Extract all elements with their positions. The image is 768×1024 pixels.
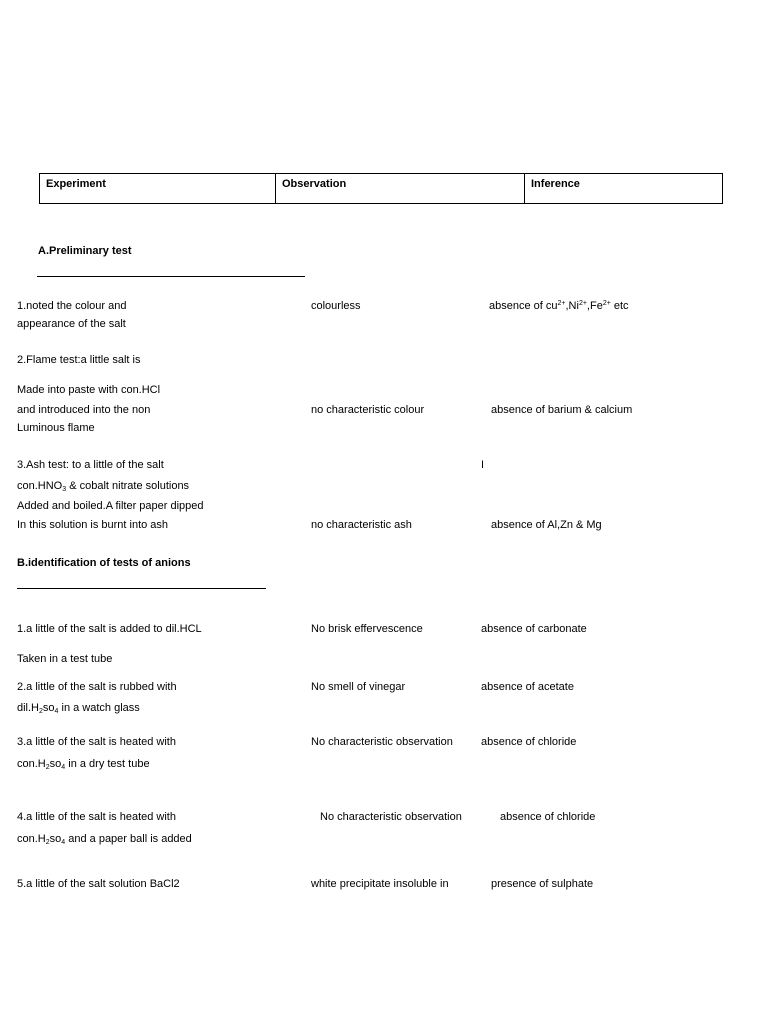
b1-observation: No brisk effervescence — [311, 623, 423, 635]
header-experiment: Experiment — [40, 174, 276, 204]
section-b-underline — [17, 588, 266, 589]
a3-experiment-line4: In this solution is burnt into ash — [17, 519, 169, 531]
b4-inference: absence of chloride — [500, 811, 596, 823]
a3-experiment-line3: Added and boiled.A filter paper dipped — [17, 500, 204, 512]
a2-experiment-line1: 2.Flame test:a little salt is — [17, 354, 141, 366]
b3-observation: No characteristic observation — [311, 736, 453, 748]
b3-experiment-line1: 3.a little of the salt is heated with — [17, 736, 176, 748]
header-observation: Observation — [276, 174, 525, 204]
b2-observation: No smell of vinegar — [311, 681, 406, 693]
section-b-title: B.identification of tests of anions — [17, 557, 191, 569]
a1-experiment-line2: appearance of the salt — [17, 318, 126, 330]
b1-experiment-line1: 1.a little of the salt is added to dil.HCL — [17, 623, 202, 635]
a3-experiment-line1: 3.Ash test: to a little of the salt — [17, 459, 164, 471]
header-table — [39, 173, 723, 204]
a2-experiment-line3: and introduced into the non — [17, 404, 151, 416]
b1-inference: absence of carbonate — [481, 623, 587, 635]
b2-experiment-line1: 2.a little of the salt is rubbed with — [17, 681, 177, 693]
b2-inference: absence of acetate — [481, 681, 574, 693]
b3-inference: absence of chloride — [481, 736, 577, 748]
a2-experiment-line2: Made into paste with con.HCl — [17, 384, 161, 396]
a2-experiment-line4: Luminous flame — [17, 422, 95, 434]
b1-experiment-line2: Taken in a test tube — [17, 653, 113, 665]
b3-experiment-line2: $con.H_2so_4$ in a dry test tube — [17, 758, 150, 771]
a3-experiment-line2: $con.HNO_3$ & cobalt nitrate solutions — [17, 480, 190, 493]
b4-experiment-line2: $con.H_2so_4$ and a paper ball is added — [17, 833, 192, 846]
b4-observation: No characteristic observation — [320, 811, 462, 823]
section-a-title: A.Preliminary test — [38, 245, 132, 257]
a1-inference: absence of $cu^{2+},Ni^{2+},Fe^{2+}$ etc — [489, 300, 629, 312]
header-inference: Inference — [525, 174, 723, 204]
b5-observation: white precipitate insoluble in — [311, 878, 449, 890]
section-a-underline — [37, 276, 305, 277]
a1-observation: colourless — [311, 300, 361, 312]
a2-observation: no characteristic colour — [311, 404, 425, 416]
a3-observation: no characteristic ash — [311, 519, 412, 531]
a1-experiment-line1: 1.noted the colour and — [17, 300, 127, 312]
b2-experiment-line2: $dil.H_2so_4$ in a watch glass — [17, 702, 140, 715]
a3-inference: absence of Al,Zn & Mg — [491, 519, 602, 531]
stray-mark: I — [481, 459, 485, 471]
a2-inference: absence of barium & calcium — [491, 404, 633, 416]
b4-experiment-line1: 4.a little of the salt is heated with — [17, 811, 176, 823]
b5-inference: presence of sulphate — [491, 878, 594, 890]
b5-experiment-line1: 5.a little of the salt solution BaCl2 — [17, 878, 180, 890]
